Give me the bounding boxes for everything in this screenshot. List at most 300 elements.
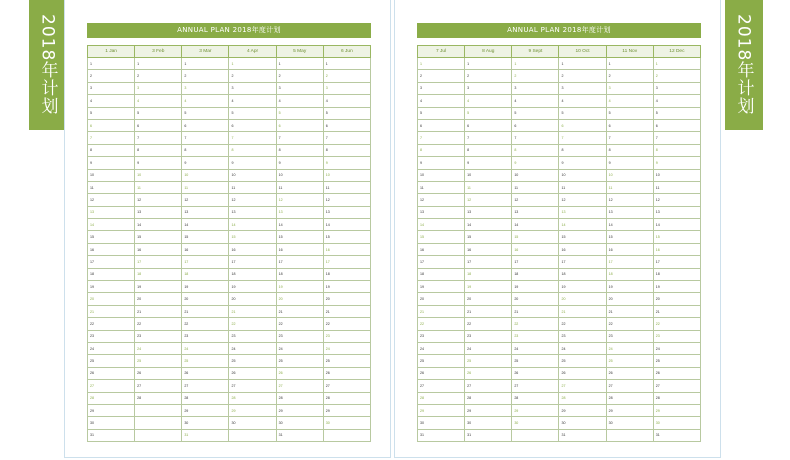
day-cell[interactable]: 16	[418, 243, 465, 255]
day-cell[interactable]: 22	[182, 318, 229, 330]
day-cell[interactable]: 19	[559, 281, 606, 293]
day-cell[interactable]: 3	[418, 82, 465, 94]
day-cell[interactable]: 11	[559, 181, 606, 193]
day-cell[interactable]: 23	[512, 330, 559, 342]
day-cell[interactable]: 26	[559, 367, 606, 379]
day-cell[interactable]: 26	[182, 367, 229, 379]
day-cell[interactable]: 29	[323, 404, 370, 416]
day-cell[interactable]: 23	[276, 330, 323, 342]
day-cell[interactable]: 11	[88, 181, 135, 193]
day-cell[interactable]: 18	[465, 268, 512, 280]
day-cell[interactable]: 12	[465, 194, 512, 206]
day-cell[interactable]: 15	[418, 231, 465, 243]
day-cell[interactable]: 25	[182, 355, 229, 367]
day-cell[interactable]: 16	[182, 243, 229, 255]
day-cell[interactable]: 21	[229, 305, 276, 317]
day-cell[interactable]: 18	[276, 268, 323, 280]
day-cell[interactable]: 26	[606, 367, 653, 379]
day-cell[interactable]: 21	[653, 305, 700, 317]
day-cell[interactable]: 10	[182, 169, 229, 181]
day-cell[interactable]: 10	[606, 169, 653, 181]
day-cell[interactable]: 15	[606, 231, 653, 243]
day-cell[interactable]: 6	[88, 119, 135, 131]
day-cell[interactable]: 25	[418, 355, 465, 367]
day-cell[interactable]: 3	[559, 82, 606, 94]
day-cell[interactable]: 26	[653, 367, 700, 379]
day-cell[interactable]: 2	[88, 70, 135, 82]
day-cell[interactable]: 7	[182, 132, 229, 144]
day-cell[interactable]: 8	[559, 144, 606, 156]
day-cell[interactable]: 15	[88, 231, 135, 243]
day-cell[interactable]: 8	[418, 144, 465, 156]
day-cell[interactable]: 27	[135, 380, 182, 392]
day-cell[interactable]: 7	[653, 132, 700, 144]
day-cell[interactable]: 5	[465, 107, 512, 119]
day-cell[interactable]: 20	[323, 293, 370, 305]
day-cell[interactable]: 9	[182, 157, 229, 169]
day-cell[interactable]: 9	[465, 157, 512, 169]
day-cell[interactable]: 25	[512, 355, 559, 367]
day-cell[interactable]: 8	[229, 144, 276, 156]
day-cell[interactable]: 5	[418, 107, 465, 119]
day-cell[interactable]: 24	[135, 342, 182, 354]
day-cell[interactable]: 27	[88, 380, 135, 392]
day-cell[interactable]: 28	[465, 392, 512, 404]
day-cell[interactable]: 7	[135, 132, 182, 144]
day-cell[interactable]: 27	[606, 380, 653, 392]
day-cell[interactable]: 19	[229, 281, 276, 293]
day-cell[interactable]: 11	[229, 181, 276, 193]
day-cell[interactable]: 5	[512, 107, 559, 119]
day-cell[interactable]: 22	[276, 318, 323, 330]
day-cell[interactable]: 24	[229, 342, 276, 354]
day-cell[interactable]: 26	[418, 367, 465, 379]
day-cell[interactable]: 21	[559, 305, 606, 317]
day-cell[interactable]: 10	[559, 169, 606, 181]
day-cell[interactable]: 22	[88, 318, 135, 330]
day-cell[interactable]: 5	[606, 107, 653, 119]
day-cell[interactable]: 15	[229, 231, 276, 243]
day-cell[interactable]: 14	[559, 219, 606, 231]
day-cell[interactable]: 11	[323, 181, 370, 193]
day-cell[interactable]: 5	[653, 107, 700, 119]
day-cell[interactable]: 28	[88, 392, 135, 404]
day-cell[interactable]: 5	[323, 107, 370, 119]
day-cell[interactable]: 30	[653, 417, 700, 429]
day-cell[interactable]: 29	[418, 404, 465, 416]
day-cell[interactable]: 23	[229, 330, 276, 342]
day-cell[interactable]: 30	[606, 417, 653, 429]
day-cell[interactable]: 30	[418, 417, 465, 429]
day-cell[interactable]: 8	[276, 144, 323, 156]
day-cell[interactable]: 6	[465, 119, 512, 131]
day-cell[interactable]: 24	[653, 342, 700, 354]
day-cell[interactable]: 3	[606, 82, 653, 94]
day-cell[interactable]: 22	[512, 318, 559, 330]
day-cell[interactable]	[135, 429, 182, 441]
day-cell[interactable]: 28	[418, 392, 465, 404]
day-cell[interactable]: 11	[418, 181, 465, 193]
day-cell[interactable]: 18	[653, 268, 700, 280]
day-cell[interactable]: 14	[276, 219, 323, 231]
day-cell[interactable]: 4	[606, 95, 653, 107]
day-cell[interactable]: 3	[229, 82, 276, 94]
day-cell[interactable]: 12	[606, 194, 653, 206]
day-cell[interactable]: 29	[559, 404, 606, 416]
day-cell[interactable]: 17	[653, 256, 700, 268]
day-cell[interactable]: 9	[276, 157, 323, 169]
day-cell[interactable]: 3	[88, 82, 135, 94]
day-cell[interactable]: 27	[229, 380, 276, 392]
day-cell[interactable]: 16	[465, 243, 512, 255]
day-cell[interactable]: 23	[182, 330, 229, 342]
day-cell[interactable]: 2	[606, 70, 653, 82]
day-cell[interactable]: 6	[512, 119, 559, 131]
day-cell[interactable]: 2	[465, 70, 512, 82]
day-cell[interactable]: 14	[229, 219, 276, 231]
day-cell[interactable]: 12	[653, 194, 700, 206]
day-cell[interactable]: 21	[323, 305, 370, 317]
day-cell[interactable]: 26	[323, 367, 370, 379]
day-cell[interactable]: 12	[135, 194, 182, 206]
day-cell[interactable]: 31	[559, 429, 606, 441]
day-cell[interactable]: 18	[512, 268, 559, 280]
day-cell[interactable]: 11	[182, 181, 229, 193]
day-cell[interactable]: 25	[653, 355, 700, 367]
day-cell[interactable]: 13	[323, 206, 370, 218]
day-cell[interactable]: 17	[323, 256, 370, 268]
day-cell[interactable]: 26	[229, 367, 276, 379]
day-cell[interactable]: 4	[276, 95, 323, 107]
day-cell[interactable]: 12	[512, 194, 559, 206]
day-cell[interactable]: 20	[606, 293, 653, 305]
day-cell[interactable]: 28	[653, 392, 700, 404]
day-cell[interactable]: 26	[135, 367, 182, 379]
day-cell[interactable]: 5	[182, 107, 229, 119]
day-cell[interactable]: 26	[276, 367, 323, 379]
day-cell[interactable]: 10	[135, 169, 182, 181]
day-cell[interactable]: 21	[606, 305, 653, 317]
day-cell[interactable]: 16	[276, 243, 323, 255]
day-cell[interactable]: 23	[135, 330, 182, 342]
day-cell[interactable]: 11	[135, 181, 182, 193]
day-cell[interactable]: 11	[512, 181, 559, 193]
day-cell[interactable]: 23	[559, 330, 606, 342]
day-cell[interactable]: 1	[276, 58, 323, 70]
day-cell[interactable]: 7	[276, 132, 323, 144]
day-cell[interactable]: 14	[418, 219, 465, 231]
day-cell[interactable]: 22	[135, 318, 182, 330]
day-cell[interactable]: 4	[418, 95, 465, 107]
day-cell[interactable]: 18	[418, 268, 465, 280]
day-cell[interactable]: 12	[229, 194, 276, 206]
day-cell[interactable]: 17	[418, 256, 465, 268]
day-cell[interactable]: 13	[88, 206, 135, 218]
day-cell[interactable]: 25	[559, 355, 606, 367]
day-cell[interactable]: 27	[653, 380, 700, 392]
day-cell[interactable]: 9	[418, 157, 465, 169]
day-cell[interactable]: 7	[512, 132, 559, 144]
day-cell[interactable]: 22	[606, 318, 653, 330]
day-cell[interactable]: 25	[135, 355, 182, 367]
day-cell[interactable]: 31	[418, 429, 465, 441]
day-cell[interactable]: 18	[229, 268, 276, 280]
day-cell[interactable]: 23	[88, 330, 135, 342]
day-cell[interactable]: 28	[512, 392, 559, 404]
day-cell[interactable]: 24	[418, 342, 465, 354]
day-cell[interactable]: 19	[182, 281, 229, 293]
day-cell[interactable]: 15	[182, 231, 229, 243]
day-cell[interactable]: 12	[88, 194, 135, 206]
day-cell[interactable]: 23	[465, 330, 512, 342]
day-cell[interactable]: 29	[88, 404, 135, 416]
day-cell[interactable]: 9	[606, 157, 653, 169]
day-cell[interactable]: 10	[323, 169, 370, 181]
day-cell[interactable]: 30	[512, 417, 559, 429]
day-cell[interactable]: 10	[88, 169, 135, 181]
day-cell[interactable]: 21	[88, 305, 135, 317]
day-cell[interactable]: 25	[276, 355, 323, 367]
day-cell[interactable]: 24	[465, 342, 512, 354]
day-cell[interactable]: 28	[276, 392, 323, 404]
day-cell[interactable]: 31	[465, 429, 512, 441]
day-cell[interactable]: 30	[229, 417, 276, 429]
day-cell[interactable]: 16	[229, 243, 276, 255]
day-cell[interactable]	[512, 429, 559, 441]
day-cell[interactable]: 29	[606, 404, 653, 416]
day-cell[interactable]: 4	[182, 95, 229, 107]
day-cell[interactable]: 3	[323, 82, 370, 94]
day-cell[interactable]: 25	[606, 355, 653, 367]
day-cell[interactable]: 1	[606, 58, 653, 70]
day-cell[interactable]: 12	[559, 194, 606, 206]
day-cell[interactable]: 24	[559, 342, 606, 354]
day-cell[interactable]: 6	[653, 119, 700, 131]
day-cell[interactable]: 31	[182, 429, 229, 441]
day-cell[interactable]: 6	[135, 119, 182, 131]
day-cell[interactable]: 22	[418, 318, 465, 330]
day-cell[interactable]: 29	[182, 404, 229, 416]
day-cell[interactable]: 11	[653, 181, 700, 193]
day-cell[interactable]: 3	[276, 82, 323, 94]
day-cell[interactable]: 13	[229, 206, 276, 218]
day-cell[interactable]: 2	[323, 70, 370, 82]
day-cell[interactable]: 22	[229, 318, 276, 330]
day-cell[interactable]: 20	[88, 293, 135, 305]
day-cell[interactable]: 27	[512, 380, 559, 392]
day-cell[interactable]: 17	[182, 256, 229, 268]
day-cell[interactable]: 21	[135, 305, 182, 317]
day-cell[interactable]: 28	[229, 392, 276, 404]
day-cell[interactable]: 6	[182, 119, 229, 131]
day-cell[interactable]: 2	[653, 70, 700, 82]
day-cell[interactable]: 18	[88, 268, 135, 280]
day-cell[interactable]: 24	[606, 342, 653, 354]
day-cell[interactable]: 13	[182, 206, 229, 218]
day-cell[interactable]: 25	[323, 355, 370, 367]
day-cell[interactable]: 2	[512, 70, 559, 82]
day-cell[interactable]: 17	[559, 256, 606, 268]
day-cell[interactable]: 22	[465, 318, 512, 330]
day-cell[interactable]: 4	[512, 95, 559, 107]
day-cell[interactable]: 13	[559, 206, 606, 218]
day-cell[interactable]: 14	[512, 219, 559, 231]
day-cell[interactable]: 1	[323, 58, 370, 70]
day-cell[interactable]: 1	[653, 58, 700, 70]
day-cell[interactable]: 1	[135, 58, 182, 70]
day-cell[interactable]: 1	[182, 58, 229, 70]
day-cell[interactable]: 28	[323, 392, 370, 404]
day-cell[interactable]: 14	[465, 219, 512, 231]
day-cell[interactable]: 19	[323, 281, 370, 293]
day-cell[interactable]: 31	[88, 429, 135, 441]
day-cell[interactable]: 9	[323, 157, 370, 169]
day-cell[interactable]	[229, 429, 276, 441]
day-cell[interactable]: 14	[653, 219, 700, 231]
day-cell[interactable]: 9	[653, 157, 700, 169]
day-cell[interactable]: 7	[465, 132, 512, 144]
day-cell[interactable]: 2	[182, 70, 229, 82]
day-cell[interactable]: 4	[653, 95, 700, 107]
day-cell[interactable]: 19	[465, 281, 512, 293]
day-cell[interactable]: 14	[182, 219, 229, 231]
day-cell[interactable]: 5	[559, 107, 606, 119]
day-cell[interactable]: 27	[418, 380, 465, 392]
day-cell[interactable]: 22	[653, 318, 700, 330]
day-cell[interactable]: 18	[182, 268, 229, 280]
day-cell[interactable]	[135, 417, 182, 429]
day-cell[interactable]: 9	[229, 157, 276, 169]
day-cell[interactable]	[606, 429, 653, 441]
day-cell[interactable]: 12	[276, 194, 323, 206]
day-cell[interactable]: 29	[512, 404, 559, 416]
day-cell[interactable]: 4	[88, 95, 135, 107]
day-cell[interactable]: 22	[559, 318, 606, 330]
day-cell[interactable]: 13	[135, 206, 182, 218]
day-cell[interactable]: 1	[418, 58, 465, 70]
day-cell[interactable]: 17	[135, 256, 182, 268]
day-cell[interactable]: 23	[606, 330, 653, 342]
day-cell[interactable]: 17	[229, 256, 276, 268]
day-cell[interactable]: 15	[653, 231, 700, 243]
day-cell[interactable]: 7	[606, 132, 653, 144]
day-cell[interactable]: 25	[465, 355, 512, 367]
day-cell[interactable]: 19	[135, 281, 182, 293]
day-cell[interactable]: 24	[88, 342, 135, 354]
day-cell[interactable]: 3	[465, 82, 512, 94]
day-cell[interactable]: 10	[276, 169, 323, 181]
day-cell[interactable]: 7	[323, 132, 370, 144]
day-cell[interactable]: 2	[418, 70, 465, 82]
day-cell[interactable]: 6	[559, 119, 606, 131]
day-cell[interactable]: 27	[559, 380, 606, 392]
day-cell[interactable]: 5	[276, 107, 323, 119]
day-cell[interactable]: 18	[323, 268, 370, 280]
day-cell[interactable]: 27	[465, 380, 512, 392]
day-cell[interactable]: 20	[465, 293, 512, 305]
day-cell[interactable]: 18	[135, 268, 182, 280]
day-cell[interactable]: 5	[135, 107, 182, 119]
day-cell[interactable]: 3	[135, 82, 182, 94]
day-cell[interactable]: 1	[88, 58, 135, 70]
day-cell[interactable]: 30	[276, 417, 323, 429]
day-cell[interactable]: 4	[559, 95, 606, 107]
day-cell[interactable]: 5	[229, 107, 276, 119]
day-cell[interactable]: 6	[323, 119, 370, 131]
day-cell[interactable]: 10	[653, 169, 700, 181]
day-cell[interactable]: 2	[135, 70, 182, 82]
day-cell[interactable]: 13	[276, 206, 323, 218]
day-cell[interactable]: 5	[88, 107, 135, 119]
day-cell[interactable]: 30	[465, 417, 512, 429]
day-cell[interactable]: 12	[323, 194, 370, 206]
day-cell[interactable]: 8	[465, 144, 512, 156]
day-cell[interactable]: 21	[512, 305, 559, 317]
day-cell[interactable]: 28	[559, 392, 606, 404]
day-cell[interactable]: 4	[229, 95, 276, 107]
day-cell[interactable]: 3	[182, 82, 229, 94]
day-cell[interactable]: 16	[135, 243, 182, 255]
day-cell[interactable]: 1	[559, 58, 606, 70]
day-cell[interactable]: 25	[88, 355, 135, 367]
day-cell[interactable]: 17	[88, 256, 135, 268]
day-cell[interactable]: 13	[606, 206, 653, 218]
day-cell[interactable]: 14	[323, 219, 370, 231]
day-cell[interactable]: 28	[182, 392, 229, 404]
day-cell[interactable]: 16	[512, 243, 559, 255]
day-cell[interactable]: 20	[229, 293, 276, 305]
day-cell[interactable]: 27	[182, 380, 229, 392]
day-cell[interactable]: 3	[512, 82, 559, 94]
day-cell[interactable]: 26	[465, 367, 512, 379]
day-cell[interactable]: 30	[88, 417, 135, 429]
day-cell[interactable]: 24	[276, 342, 323, 354]
day-cell[interactable]: 15	[135, 231, 182, 243]
day-cell[interactable]: 13	[465, 206, 512, 218]
day-cell[interactable]: 9	[88, 157, 135, 169]
day-cell[interactable]: 27	[323, 380, 370, 392]
day-cell[interactable]: 25	[229, 355, 276, 367]
day-cell[interactable]: 20	[276, 293, 323, 305]
day-cell[interactable]: 6	[276, 119, 323, 131]
day-cell[interactable]: 23	[653, 330, 700, 342]
day-cell[interactable]: 7	[229, 132, 276, 144]
day-cell[interactable]: 15	[323, 231, 370, 243]
day-cell[interactable]: 19	[276, 281, 323, 293]
day-cell[interactable]: 23	[418, 330, 465, 342]
day-cell[interactable]: 21	[465, 305, 512, 317]
day-cell[interactable]: 9	[135, 157, 182, 169]
day-cell[interactable]: 28	[135, 392, 182, 404]
day-cell[interactable]: 26	[512, 367, 559, 379]
day-cell[interactable]: 30	[559, 417, 606, 429]
day-cell[interactable]: 1	[512, 58, 559, 70]
day-cell[interactable]: 15	[465, 231, 512, 243]
day-cell[interactable]: 31	[653, 429, 700, 441]
day-cell[interactable]: 20	[135, 293, 182, 305]
day-cell[interactable]: 15	[276, 231, 323, 243]
day-cell[interactable]: 13	[653, 206, 700, 218]
day-cell[interactable]: 19	[88, 281, 135, 293]
day-cell[interactable]: 15	[512, 231, 559, 243]
day-cell[interactable]: 12	[182, 194, 229, 206]
day-cell[interactable]	[323, 429, 370, 441]
day-cell[interactable]: 6	[418, 119, 465, 131]
day-cell[interactable]: 17	[465, 256, 512, 268]
day-cell[interactable]: 24	[323, 342, 370, 354]
day-cell[interactable]: 4	[465, 95, 512, 107]
day-cell[interactable]: 4	[135, 95, 182, 107]
